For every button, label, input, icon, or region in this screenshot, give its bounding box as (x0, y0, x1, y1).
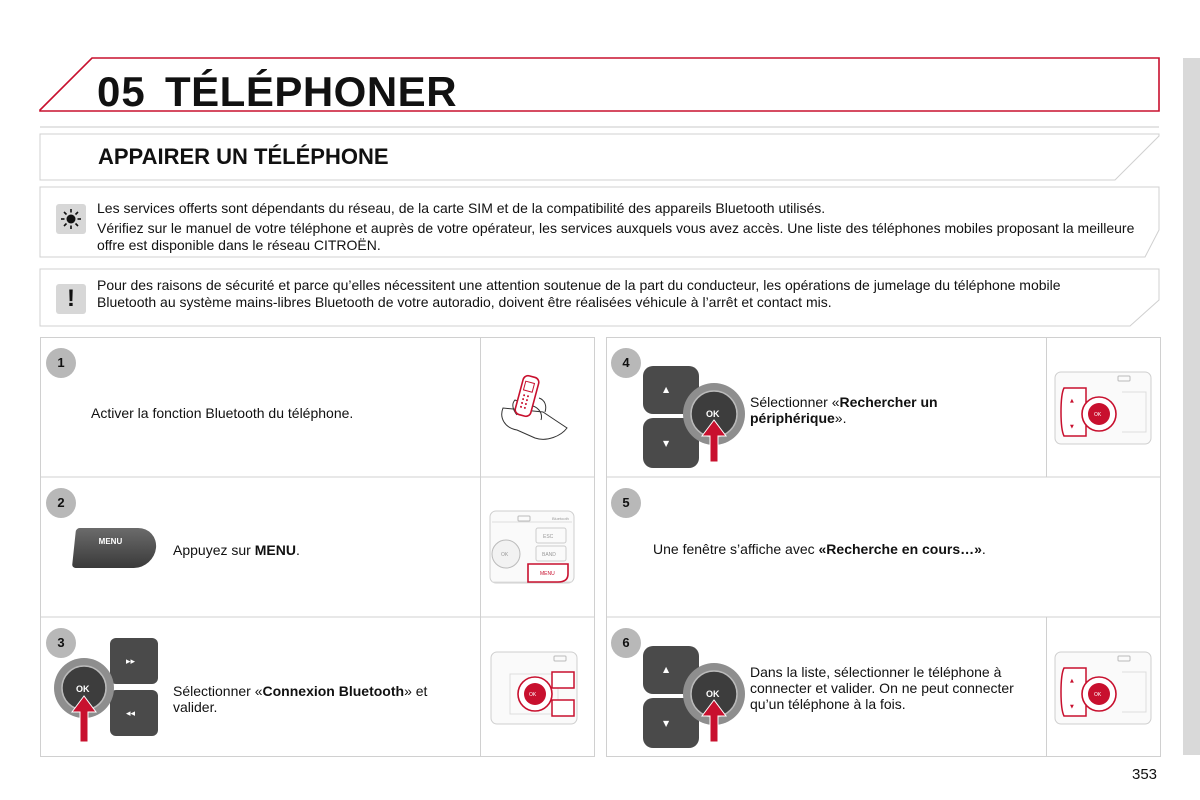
step-6-text: Dans la liste, sélectionner le téléphone à connecter et valider. On ne peut connecter qu’un téléphone à la fois. (750, 664, 1014, 712)
svg-text:▲: ▲ (663, 665, 670, 674)
step-6-ok-label: OK (706, 689, 720, 699)
step-1-number: 1 (46, 348, 76, 378)
step-3-ok-label: OK (76, 684, 90, 694)
radio-esc-label: ESC (543, 534, 554, 540)
step-6-number: 6 (611, 628, 641, 658)
svg-text:▼: ▼ (1070, 704, 1074, 710)
radio-menu-label: MENU (540, 571, 555, 577)
radio-ok-updown-diagram-b (1052, 648, 1154, 728)
svg-text:◂◂: ◂◂ (126, 709, 136, 719)
svg-text:▼: ▼ (663, 439, 670, 448)
radio-bluetooth-label: Bluetooth (552, 516, 569, 521)
menu-button-label: MENU (98, 537, 123, 546)
radio-ok-updown-diagram-a (1052, 368, 1154, 448)
step-2-text: Appuyez sur MENU. (173, 542, 300, 558)
radio-ok-label: OK (501, 552, 509, 558)
radio-ok-seek-diagram (488, 648, 580, 728)
chapter-title: TÉLÉPHONER (165, 68, 458, 115)
warning-note-text: Pour des raisons de sécurité et parce qu’elles nécessitent une attention soutenue de la part du conducteur, les opérations de jumelage du téléphone mobile Bluetooth au système mains-libres Bluetooth de votre autoradio, doivent être réalisées véhicule à l’arrêt et contact mis. (97, 277, 1061, 310)
svg-text:▲: ▲ (1070, 678, 1074, 684)
section-title: APPAIRER UN TÉLÉPHONE (98, 144, 389, 169)
svg-text:▼: ▼ (663, 719, 670, 728)
page-number: 353 (1132, 766, 1158, 783)
step-4-number: 4 (611, 348, 641, 378)
svg-text:OK: OK (529, 692, 537, 698)
svg-text:OK: OK (1094, 692, 1102, 698)
warning-icon: ! (56, 284, 86, 314)
svg-text:▼: ▼ (1070, 424, 1074, 430)
step-4-ok-label: OK (706, 409, 720, 419)
radio-menu-diagram (488, 508, 576, 586)
radio-band-label: BAND (542, 552, 556, 558)
step-3-text: Sélectionner «Connexion Bluetooth» et valider. (173, 683, 428, 715)
step-5-text: Une fenêtre s’affiche avec «Recherche en cours…». (653, 541, 986, 557)
phone-in-hand-icon (495, 370, 575, 445)
svg-text:OK: OK (1094, 412, 1102, 418)
sun-icon (56, 204, 86, 234)
ok-wheel-with-updown-buttons (641, 644, 751, 754)
step-3-number: 3 (46, 628, 76, 658)
svg-text:▲: ▲ (663, 385, 670, 394)
ok-wheel-with-updown-buttons (641, 364, 751, 474)
menu-button-illustration (72, 528, 158, 568)
svg-text:▲: ▲ (1070, 398, 1074, 404)
chapter-number: 05 (97, 68, 146, 115)
info-note-line2: Vérifiez sur le manuel de votre téléphone et auprès de votre opérateur, les services auxquels vous avez accès. Une liste des téléphones mobiles proposant la meilleure offre est disponible dans le réseau CITROËN. (97, 220, 1135, 253)
step-2-number: 2 (46, 488, 76, 518)
info-note-icon-box (56, 204, 86, 234)
info-note-line1: Les services offerts sont dépendants du réseau, de la carte SIM et de la compatibilité des appareils Bluetooth utilisés. (97, 200, 826, 216)
step-1-text: Activer la fonction Bluetooth du téléphone. (91, 405, 354, 421)
ok-wheel-with-seek-buttons (52, 636, 162, 748)
step-5-number: 5 (611, 488, 641, 518)
side-tab (1183, 58, 1200, 755)
step-4-text: Sélectionner «Rechercher un périphérique». (750, 394, 938, 426)
svg-text:▸▸: ▸▸ (126, 657, 136, 667)
